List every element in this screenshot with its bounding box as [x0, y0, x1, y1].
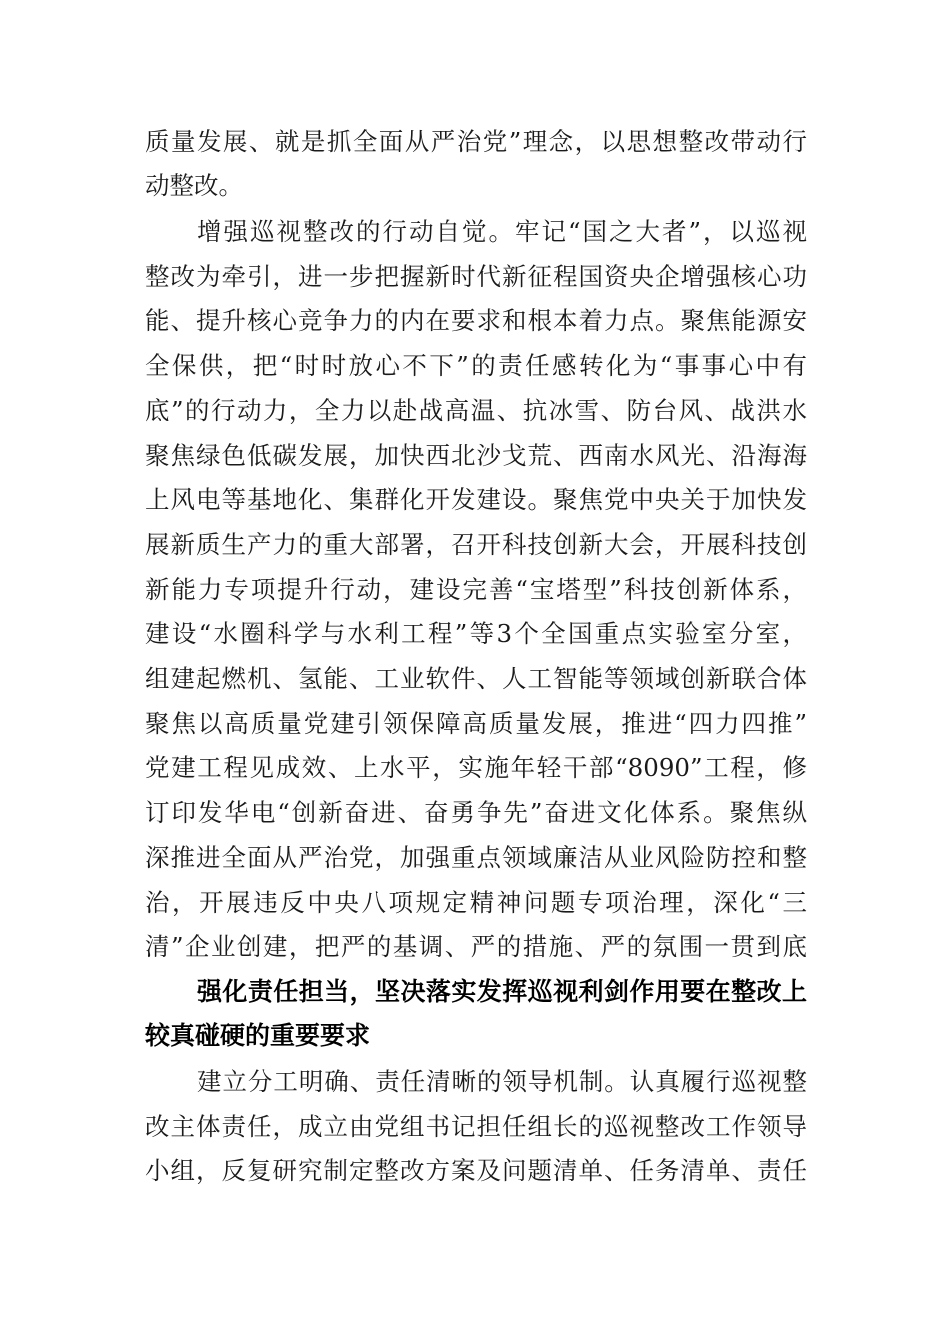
text-line: 党建工程见成效、上水平，实施年轻干部“8090”工程，修 [145, 753, 807, 783]
heading-line: 较真碰硬的重要要求 [145, 1021, 371, 1050]
text-line: 动整改。 [145, 171, 243, 200]
text-line: 治，开展违反中央八项规定精神问题专项治理，深化“三 [145, 887, 807, 917]
text-line: 上风电等基地化、集群化开发建设。聚焦党中央关于加快发 [145, 485, 807, 515]
text-line: 底”的行动力，全力以赴战高温、抗冰雪、防台风、战洪水 [145, 395, 807, 425]
text-line: 小组，反复研究制定整改方案及问题清单、任务清单、责任 [145, 1156, 807, 1185]
text-line: 全保供，把“时时放心不下”的责任感转化为“事事心中有 [145, 351, 807, 381]
text-line: 聚焦以高质量党建引领保障高质量发展，推进“四力四推” [145, 708, 807, 738]
text-line: 整改为牵引，进一步把握新时代新征程国资央企增强核心功 [145, 261, 807, 291]
text-line: 清”企业创建，把严的基调、严的措施、严的氛围一贯到底 [145, 932, 807, 962]
heading-line: 强化责任担当，坚决落实发挥巡视利剑作用要在整改上 [197, 977, 807, 1006]
text-line: 能、提升核心竞争力的内在要求和根本着力点。聚焦能源安 [145, 306, 807, 336]
text-line: 组建起燃机、氢能、工业软件、人工智能等领域创新联合体 [145, 664, 807, 693]
text-line: 订印发华电“创新奋进、奋勇争先”奋进文化体系。聚焦纵 [145, 798, 807, 828]
text-line: 新能力专项提升行动，建设完善“宝塔型”科技创新体系， [145, 574, 807, 604]
text-line: 质量发展、就是抓全面从严治党”理念，以思想整改带动行 [145, 127, 807, 156]
text-line: 展新质生产力的重大部署，召开科技创新大会，开展科技创 [145, 529, 807, 559]
text-line: 建设“水圈科学与水利工程”等3个全国重点实验室分室， [145, 619, 807, 649]
text-line: 深推进全面从严治党，加强重点领域廉洁从业风险防控和整 [145, 842, 807, 872]
text-line: 聚焦绿色低碳发展，加快西北沙戈荒、西南水风光、沿海海 [145, 440, 807, 470]
text-line: 增强巡视整改的行动自觉。牢记“国之大者”，以巡视 [197, 217, 807, 246]
text-line: 改主体责任，成立由党组书记担任组长的巡视整改工作领导 [145, 1111, 807, 1141]
text-line: 建立分工明确、责任清晰的领导机制。认真履行巡视整 [197, 1067, 807, 1096]
